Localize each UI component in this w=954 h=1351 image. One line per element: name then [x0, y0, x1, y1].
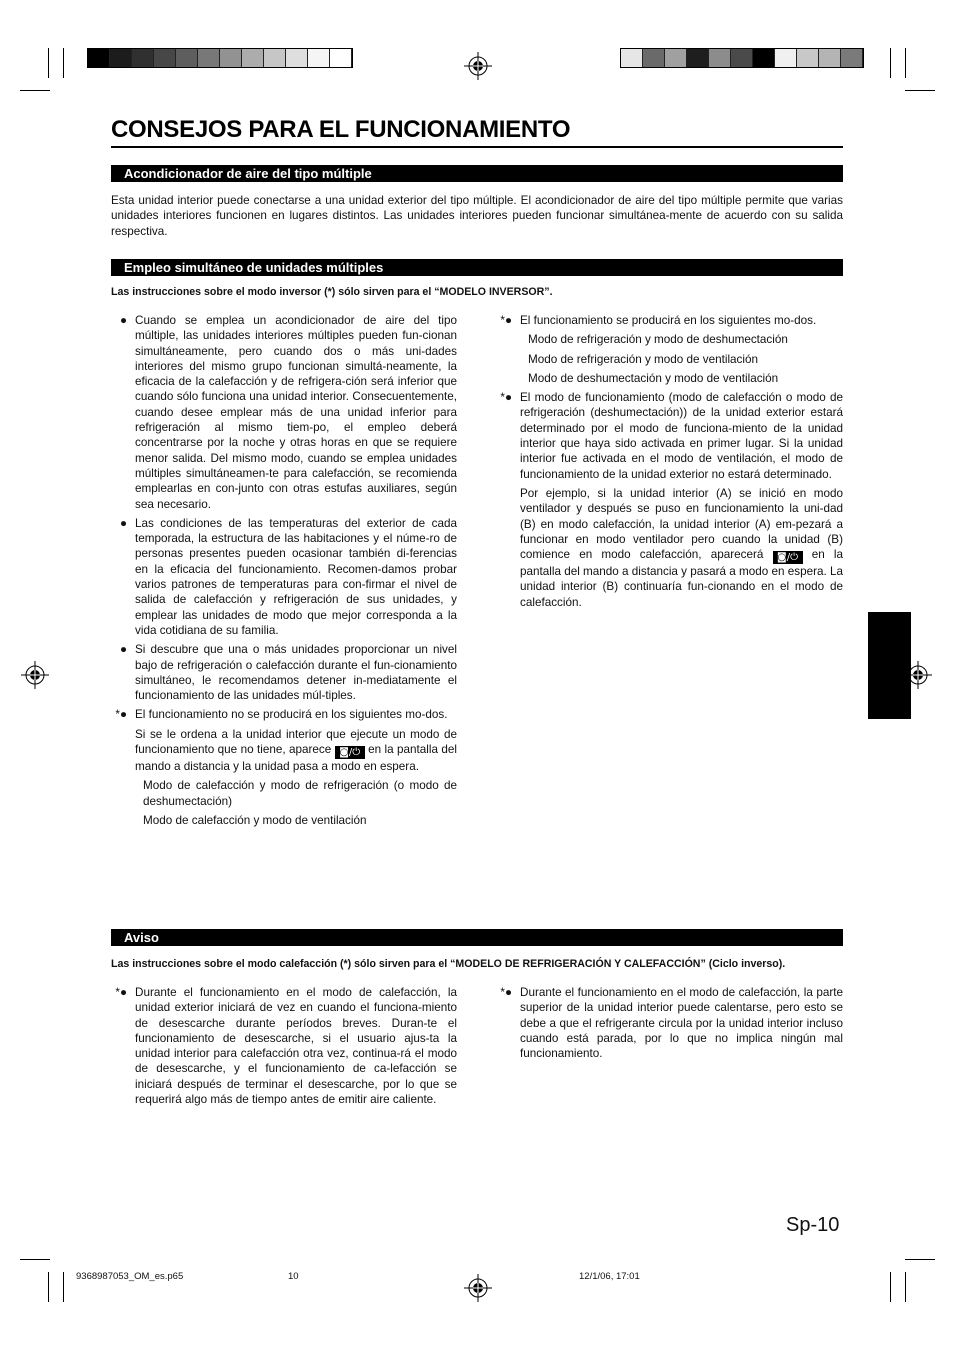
crop-mark: [20, 1259, 50, 1260]
color-swatch: [665, 49, 687, 67]
list-item: ● Si descubre que una o más unidades proporcionar un nivel bajo de refrigeración o calefacción durante el fun-cionamiento simultáneo, le recomendamos detener in-mediatamente el funcionamiento de las unidades múl-tiples.: [111, 642, 457, 703]
color-bar-left: [87, 48, 353, 68]
registration-mark-icon: [464, 52, 492, 80]
section-multi-text: Esta unidad interior puede conectarse a una unidad exterior del tipo múltiple. El acondicionador de aire del tipo múltiple permite que varias unidades interiores funcionen en lugares distintos. Las unidades interiores pueden funcionar simultánea-mente de acuerdo con su salida respectiva.: [111, 194, 843, 238]
list-item-detail: Por ejemplo, si la unidad interior (A) se inició en modo ventilador y después se puso en funcionamiento la uni-dad (B) en modo calefacción, la unidad interior (A) em-pezará a funcionar en modo ventilador pero cuando la unidad (B) comience en modo calefacción, aparecerá ◙/⏻ en la pantalla del mando a distancia y pasará a modo en espera. La unidad interior (B) continuaría fun-cionando en el modo de calefacción.: [520, 486, 843, 609]
section-heading-simultaneous: Empleo simultáneo de unidades múltiples: [111, 259, 843, 276]
color-swatch: [308, 49, 330, 67]
crop-mark: [905, 48, 906, 78]
list-item: ● Cuando se emplea un acondicionador de aire del tipo múltiple, las unidades interiores múltiples pueden fun-cionan simultáneamente, pero cuando dos o más uni-dades interiores del mismo grupo funcionan simultá-neamente, la eficacia de la calefacción y de refrigera-ción será inferior que cuando sólo funciona una unidad interior. Consecuentemente, cuando desee emplear más de una unidad inferior para refrigeración al mismo tiem-po, el empleo deberá concentrarse por la noche y otras horas en que se requiere menor salida. Del mismo modo, cuando se emplea unidades múltiples simultáneamen-te para calefacción, se recomienda emplearlas en con-junto con otras estufas auxiliares, según sea necesario.: [111, 313, 457, 512]
footer-filename: 9368987053_OM_es.p65: [76, 1271, 184, 1282]
list-item: ● Las condiciones de las temperaturas del exterior de cada temporada, la estructura de las habitaciones y el núme-ro de personas presentes pueden ocasionar también di-ferencias en la eficacia del funcionamiento. Recomen-damos probar varios patrones de temperaturas para con-firmar el nivel de salida de calefacción y refrigeración de sus unidades, y emplear las unidades de modo que mejor corresponda a la vida cotidiana de su familia.: [111, 516, 457, 638]
footer-date: 12/1/06, 17:01: [579, 1271, 640, 1282]
star-bullet-icon: *●: [500, 391, 512, 405]
color-swatch: [264, 49, 286, 67]
mode-line: Modo de deshumectación y modo de ventilación: [528, 371, 779, 385]
crop-mark: [63, 1272, 64, 1302]
mode-standby-icon: ◙/⏻: [335, 746, 365, 759]
color-swatch: [132, 49, 154, 67]
mode-standby-icon: ◙/⏻: [773, 551, 803, 564]
footer-page: 10: [288, 1271, 299, 1282]
inverter-note: Las instrucciones sobre el modo inversor (*) sólo sirven para el “MODELO INVERSOR”.: [111, 286, 553, 298]
crop-mark: [905, 1259, 935, 1260]
aviso-left-column: [111, 985, 457, 1111]
bullet-icon: ●: [119, 314, 127, 327]
left-column: [111, 313, 457, 832]
color-swatch: [687, 49, 709, 67]
color-swatch: [819, 49, 841, 67]
crop-mark: [890, 48, 891, 78]
star-bullet-icon: *●: [500, 986, 512, 999]
color-swatch: [797, 49, 819, 67]
page-number: Sp-10: [786, 1214, 840, 1236]
color-bar-right: [620, 48, 864, 68]
crop-mark: [20, 90, 50, 91]
color-swatch: [154, 49, 176, 67]
color-swatch: [621, 49, 643, 67]
bullet-icon: ●: [119, 516, 127, 530]
crop-mark: [63, 48, 64, 78]
crop-mark: [905, 90, 935, 91]
right-column: [496, 313, 843, 614]
list-item: *● El funcionamiento se producirá en los siguientes mo-dos.: [496, 313, 843, 328]
mode-line: Modo de refrigeración y modo de deshumectación: [528, 333, 788, 347]
section-heading-aviso: Aviso: [111, 929, 843, 946]
star-bullet-icon: *●: [500, 314, 512, 327]
color-swatch: [753, 49, 775, 67]
color-swatch: [88, 49, 110, 67]
crop-mark: [48, 1272, 49, 1302]
mode-line: Modo de refrigeración y modo de ventilación: [528, 352, 758, 366]
list-item: *● El funcionamiento no se producirá en los siguientes mo-dos.: [111, 707, 457, 722]
list-item: *● El modo de funcionamiento (modo de calefacción o modo de refrigeración (deshumectación)) de la unidad exterior estará determinado por el modo de funciona-miento de la unidad interior que haya sido activada en primer lugar. Si la unidad interior fue activada en el modo de ventilación, el modo de funcionamiento de la unidad exterior no estará determinado.: [496, 390, 843, 482]
color-swatch: [841, 49, 863, 67]
color-swatch: [176, 49, 198, 67]
registration-mark-icon: [21, 661, 49, 689]
mode-line: Modo de calefacción y modo de ventilación: [143, 813, 367, 827]
color-swatch: [330, 49, 352, 67]
heating-note: Las instrucciones sobre el modo calefacción (*) sólo sirven para el “MODELO DE REFRIGERACIÓN Y CALEFACCIÓN” (Ciclo inverso).: [111, 958, 786, 970]
page-title: CONSEJOS PARA EL FUNCIONAMIENTO: [111, 116, 843, 148]
list-item: *● Durante el funcionamiento en el modo de calefacción, la parte superior de la unidad interior puede calentarse, pero esto se debe a que el refrigerante circula por la unidad interior incluso cuando está parada, por lo que no implica ningún mal funcionamiento.: [496, 985, 843, 1061]
side-tab: [868, 612, 911, 719]
color-swatch: [731, 49, 753, 67]
star-bullet-icon: *●: [115, 708, 127, 722]
registration-mark-icon: [464, 1274, 492, 1302]
aviso-right-column: [496, 985, 843, 1065]
color-swatch: [709, 49, 731, 67]
color-swatch: [220, 49, 242, 67]
star-bullet-icon: *●: [115, 986, 127, 999]
bullet-icon: ●: [119, 643, 127, 657]
color-swatch: [643, 49, 665, 67]
color-swatch: [286, 49, 308, 67]
crop-mark: [905, 1272, 906, 1302]
list-item-detail: Si se le ordena a la unidad interior que ejecute un modo de funcionamiento que no tiene, aparece ◙/⏻ en la pantalla del mando a distancia y la unidad pasa a modo en espera.: [135, 727, 457, 774]
color-swatch: [242, 49, 264, 67]
section-heading-multi: Acondicionador de aire del tipo múltiple: [111, 165, 843, 182]
mode-line: Modo de calefacción y modo de refrigeración (o modo de deshumectación): [143, 779, 457, 808]
color-swatch: [198, 49, 220, 67]
color-swatch: [775, 49, 797, 67]
crop-mark: [890, 1272, 891, 1302]
list-item: *● Durante el funcionamiento en el modo de calefacción, la unidad exterior iniciará de vez en cuando el funciona-miento de desescarche durante períodos breves. Duran-te el funcionamiento de desescarche, si el usuario ajus-ta la unidad interior para calefacción otra vez, continua-rá el modo de desescarche, y el funcionamiento de ca-lefacción se iniciará después de terminar el desescarche, por lo que se requerirá algo más de tiempo antes de emitir aire caliente.: [111, 985, 457, 1107]
crop-mark: [48, 48, 49, 78]
color-swatch: [110, 49, 132, 67]
